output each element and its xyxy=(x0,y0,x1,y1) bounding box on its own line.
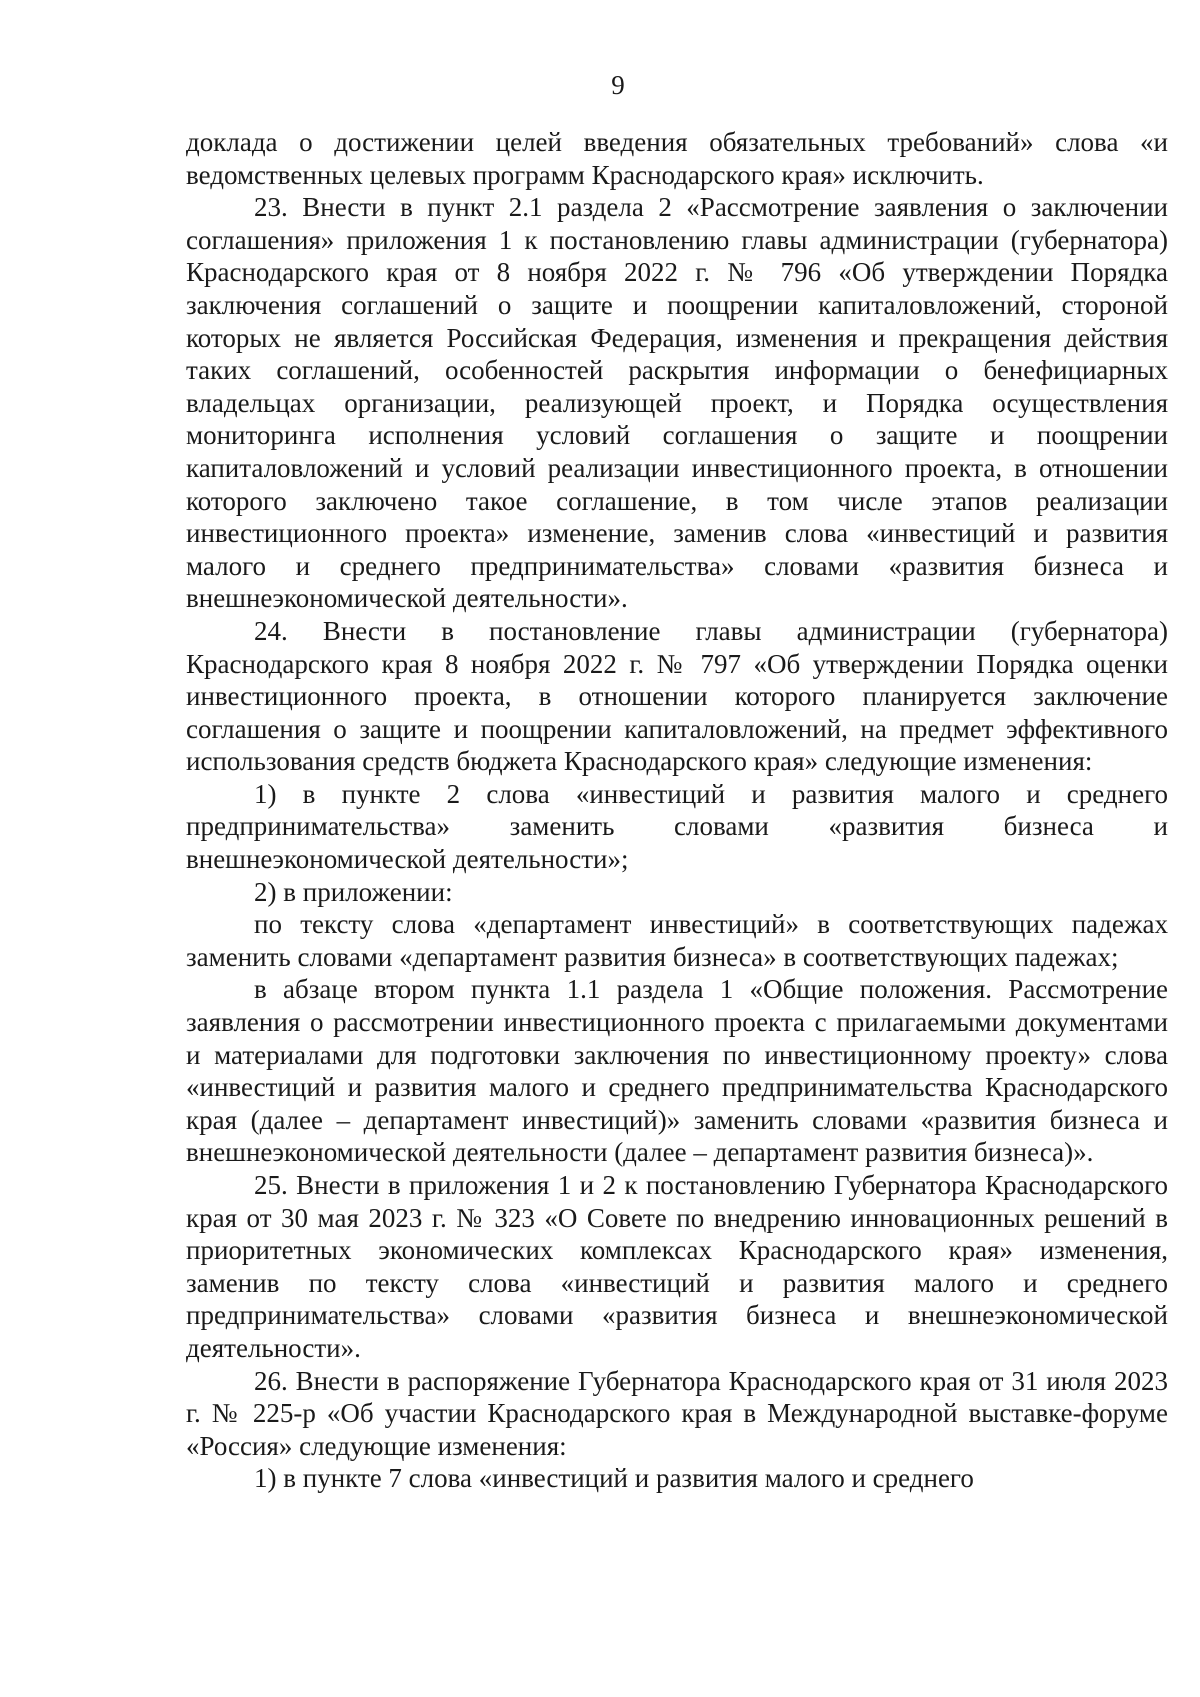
paragraph-item-24: 24. Внести в постановление главы администрации (губернатора) Краснодарского края 8 ноября 2022 г. № 797 «Об утверждении Порядка оценки инвестиционного проекта, в отношении которого планируется заключение соглашения о защите и поощрении капиталовложений, на предмет эффективного использования средств бюджета Краснодарского края» следующие изменения: xyxy=(186,615,1168,777)
paragraph-item-25: 25. Внести в приложения 1 и 2 к постановлению Губернатора Краснодарского края от 30 мая 2023 г. № 323 «О Совете по внедрению инновационных решений в приоритетных экономических комплексах Краснодарского края» изменения, заменив по тексту слова «инвестиций и развития малого и среднего предпринимательства» словами «развития бизнеса и внешнеэкономической деятельности». xyxy=(186,1170,1168,1363)
paragraph-continuation: доклада о достижении целей введения обязательных требований» слова «и ведомственных целевых программ Краснодарского края» исключить. xyxy=(186,127,1168,190)
paragraph-item-24-sub-2-section-1: в абзаце втором пункта 1.1 раздела 1 «Общие положения. Рассмотрение заявления о рассмотрении инвестиционного проекта с прилагаемыми документами и материалами для подготовки заключения по инвестиционному проекту» слова «инвестиций и развития малого и среднего предпринимательства Краснодарского края (далее – департамент инвестиций)» заменить словами «развития бизнеса и внешнеэкономической деятельности (далее – департамент развития бизнеса)». xyxy=(186,974,1168,1168)
paragraph-item-24-sub-2-text-replace: по тексту слова «департамент инвестиций» в соответствующих падежах заменить словами «департамент развития бизнеса» в соответствующих падежах; xyxy=(186,909,1168,972)
paragraph-item-26: 26. Внести в распоряжение Губернатора Краснодарского края от 31 июля 2023 г. № 225-р «Об участии Краснодарского края в Международной выставке-форуме «Россия» следующие изменения: xyxy=(186,1365,1168,1461)
paragraph-item-23: 23. Внести в пункт 2.1 раздела 2 «Рассмотрение заявления о заключении соглашения» приложения 1 к постановлению главы администрации (губернатора) Краснодарского края от 8 ноября 2022 г. № 796 «Об утверждении Порядка заключения соглашений о защите и поощрении капиталовложений, стороной которых не является Российская Федерация, изменения и прекращения действия таких соглашений, особенностей раскрытия информации о бенефициарных владельцах организации, реализующей проект, и Порядка осуществления мониторинга исполнения условий соглашения о защите и поощрении капиталовложений и условий реализации инвестиционного проекта, в отношении которого заключено такое соглашение, в том числе этапов реализации инвестиционного проекта» изменение, заменив слова «инвестиций и развития малого и среднего предпринимательства» словами «развития бизнеса и внешнеэкономической деятельности». xyxy=(186,192,1168,614)
paragraph-item-24-sub-2: 2) в приложении: xyxy=(254,876,453,907)
document-body xyxy=(186,126,1168,1495)
page-number: 9 xyxy=(611,70,625,100)
paragraph-item-26-sub-1: 1) в пункте 7 слова «инвестиций и развития малого и среднего xyxy=(254,1463,974,1494)
paragraph-item-24-sub-1: 1) в пункте 2 слова «инвестиций и развития малого и среднего предпринимательства» заменить словами «развития бизнеса и внешнеэкономической деятельности»; xyxy=(186,778,1168,875)
